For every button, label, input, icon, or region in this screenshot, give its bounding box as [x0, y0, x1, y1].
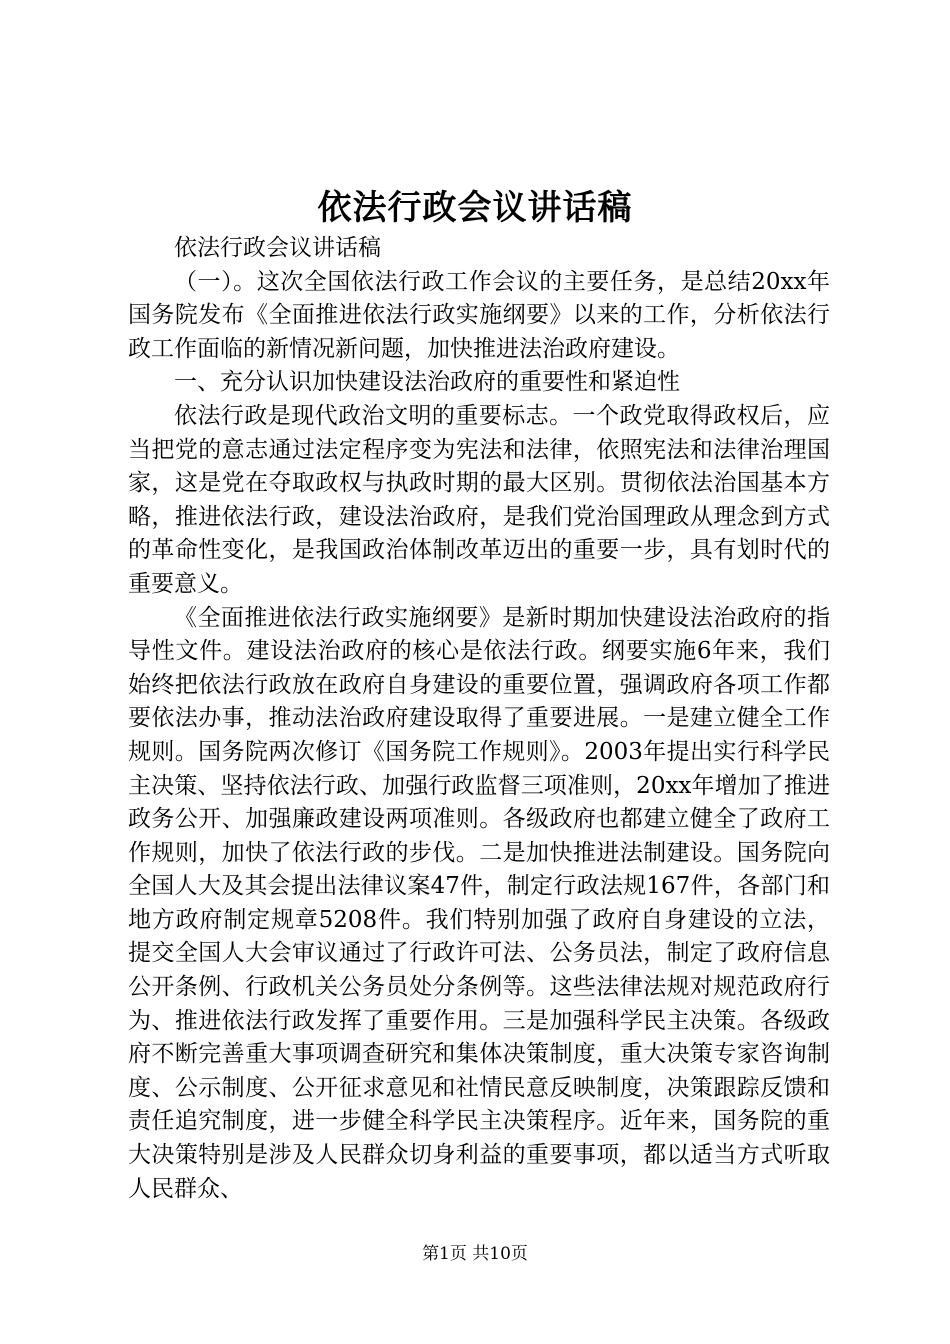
section-heading: 一、充分认识加快建设法治政府的重要性和紧迫性: [174, 369, 680, 396]
paragraph-intro: （一）。这次全国依法行政工作会议的主要任务，是总结20xx年国务院发布《全面推进依法行政实施纲要》以来的工作，分析依法行政工作面临的新情况新问题，加快推进法治政府建设。: [128, 268, 830, 362]
paragraph-subtitle: 依法行政会议讲话稿: [174, 235, 381, 261]
paragraph: 依法行政是现代政治文明的重要标志。一个政党取得政权后，应当把党的意志通过法定程序变为宪法和法律，依照宪法和法律治理国家，这是党在夺取政权与执政时期的最大区别。贯彻依法治国基本方略，推进依法行政，建设法治政府，是我们党治国理政从理念到方式的革命性变化，是我国政治体制改革迈出的重要一步，具有划时代的重要意义。: [128, 402, 830, 597]
document-body: [128, 232, 830, 1206]
page-title: 依法行政会议讲话稿: [317, 188, 633, 228]
paragraph: 《全面推进依法行政实施纲要》是新时期加快建设法治政府的指导性文件。建设法治政府的核心是依法行政。纲要实施6年来，我们始终把依法行政放在政府自身建设的重要位置，强调政府各项工作都要依法办事，推动法治政府建设取得了重要进展。一是建立健全工作规则。国务院两次修订《国务院工作规则》。2003年提出实行科学民主决策、坚持依法行政、加强行政监督三项准则，20xx年增加了推进政务公开、加强廉政建设两项准则。各级政府也都建立健全了政府工作规则，加快了依法行政的步伐。二是加快推进法制建设。国务院向全国人大及其会提出法律议案47件，制定行政法规167件，各部门和地方政府制定规章5208件。我们特别加强了政府自身建设的立法，提交全国人大会审议通过了行政许可法、公务员法，制定了政府信息公开条例、行政机关公务员处分条例等。这些法律法规对规范政府行为、推进依法行政发挥了重要作用。三是加强科学民主决策。各级政府不断完善重大事项调查研究和集体决策制度，重大决策专家咨询制度、公示制度、公开征求意见和社情民意反映制度，决策跟踪反馈和责任追究制度，进一步健全科学民主决策程序。近年来，国务院的重大决策特别是涉及人民群众切身利益的重要事项，都以适当方式听取人民群众、: [128, 604, 830, 1202]
page-number-footer: 第1页 共10页: [422, 1244, 528, 1264]
